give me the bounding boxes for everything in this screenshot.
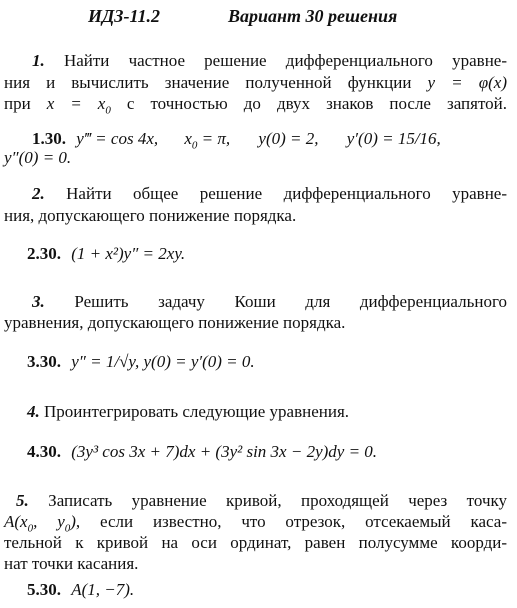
task-4-line-1 bbox=[27, 402, 507, 422]
task-text: с точностью до двух знаков после запятой. bbox=[126, 94, 508, 113]
condition: $x_0 = \pi$, bbox=[184, 129, 231, 152]
task-text: Проинтегрировать следующие уравнения. bbox=[44, 402, 350, 421]
problem-number: 1.30. bbox=[32, 129, 66, 148]
problem-number: 2.30. bbox=[27, 244, 61, 263]
task-1-line-3 bbox=[4, 94, 507, 120]
point-expression: $A(x_0$, $y_0$) bbox=[4, 512, 76, 535]
task-text: ния и вычислить значение полученной функции bbox=[4, 73, 412, 92]
task-number: 1. bbox=[32, 51, 45, 70]
task-text: Решить задачу Коши для дифференциального bbox=[74, 292, 508, 311]
task-3-line-1 bbox=[32, 292, 507, 312]
task-5-line-3 bbox=[4, 533, 507, 553]
header-left: ИДЗ-11.2 bbox=[88, 6, 160, 26]
equation: A(1, −7). bbox=[71, 580, 135, 599]
problem-number: 5.30. bbox=[27, 580, 61, 599]
problem-5-30 bbox=[27, 580, 507, 600]
task-3-line-2 bbox=[4, 313, 507, 333]
task-text: Записать уравнение кривой, проходящей через точку bbox=[48, 491, 508, 510]
equation: y‴ = cos 4x, bbox=[76, 129, 159, 148]
task-number: 4. bbox=[27, 402, 40, 421]
equation: (3y³ cos 3x + 7)dx + (3y² sin 3x − 2y)dy = 0. bbox=[71, 442, 378, 461]
task-number: 3. bbox=[32, 292, 45, 311]
condition: y(0) = 2, bbox=[258, 129, 319, 148]
task-text: ния, допускающего понижение порядка. bbox=[4, 206, 297, 225]
function-expression: y = φ(x) bbox=[427, 73, 507, 92]
task-5-line-4 bbox=[4, 554, 507, 574]
task-2-line-1 bbox=[32, 184, 507, 204]
problem-1-30-cont: y″(0) = 0. bbox=[4, 148, 72, 167]
equation: y″ = 1/√y, y(0) = y′(0) = 0. bbox=[71, 352, 255, 371]
equation: (1 + x²)y″ = 2xy. bbox=[71, 244, 186, 263]
task-text: Найти частное решение дифференциального уравне- bbox=[63, 51, 507, 70]
header-right: Вариант 30 решения bbox=[228, 6, 398, 26]
task-5-line-1 bbox=[16, 491, 507, 511]
problem-4-30 bbox=[27, 442, 507, 462]
task-text: Найти общее решение дифференциального уравне- bbox=[66, 184, 507, 203]
task-number: 5. bbox=[16, 491, 29, 510]
problem-2-30 bbox=[27, 244, 507, 264]
task-text: уравнения, допускающего понижение порядка. bbox=[4, 313, 346, 332]
task-text: , если известно, что отрезок, отсекаемый каса- bbox=[75, 512, 508, 531]
problem-3-30 bbox=[27, 352, 507, 372]
condition-expression: $x = x_0$ bbox=[46, 94, 111, 117]
problem-number: 3.30. bbox=[27, 352, 61, 371]
task-1-line-1 bbox=[32, 51, 507, 71]
task-text: нат точки касания. bbox=[4, 554, 139, 573]
task-text: при bbox=[4, 94, 31, 113]
task-text: тельной к кривой на оси ординат, равен полусумме коорди- bbox=[4, 533, 507, 552]
problem-number: 4.30. bbox=[27, 442, 61, 461]
task-1-line-2 bbox=[4, 73, 507, 93]
task-number: 2. bbox=[32, 184, 45, 203]
condition: y′(0) = 15/16, bbox=[346, 129, 441, 148]
task-2-line-2 bbox=[4, 206, 507, 226]
